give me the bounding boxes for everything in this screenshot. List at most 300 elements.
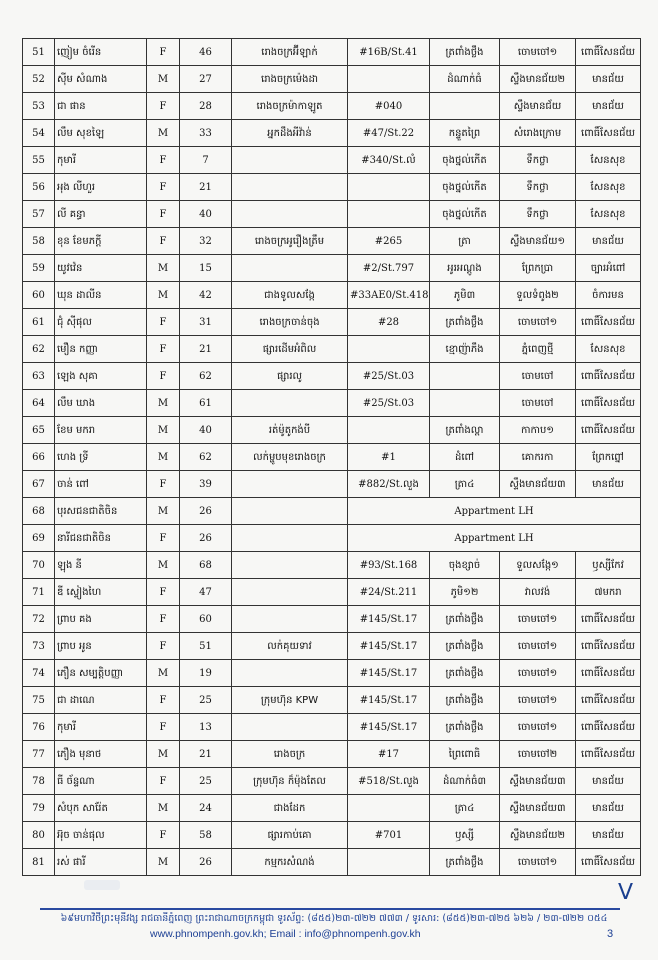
cell-commune: ចោមចៅ១ bbox=[500, 633, 576, 660]
cell-district: ពោធិ៍សែនជ័យ bbox=[576, 417, 641, 444]
cell-sex: M bbox=[147, 795, 180, 822]
cell-sex: M bbox=[147, 444, 180, 471]
cell-commune: ចោមចៅ១ bbox=[500, 660, 576, 687]
cell-person-name: ភឿន សម្បត្តិបញ្ញា bbox=[55, 660, 147, 687]
cell-village bbox=[430, 390, 500, 417]
cell-sex: F bbox=[147, 93, 180, 120]
cell-workplace bbox=[232, 498, 348, 525]
cell-age: 58 bbox=[180, 822, 232, 849]
cell-house-address: Appartment LH bbox=[348, 525, 641, 552]
cell-sex: F bbox=[147, 336, 180, 363]
cell-age: 46 bbox=[180, 39, 232, 66]
table-row bbox=[23, 282, 641, 309]
cell-workplace bbox=[232, 147, 348, 174]
cell-sex: F bbox=[147, 309, 180, 336]
cell-village: ត្រពាំងថ្លឹង bbox=[430, 687, 500, 714]
cell-row-number: 68 bbox=[23, 498, 55, 525]
cell-house-address bbox=[348, 66, 430, 93]
cell-sex: F bbox=[147, 606, 180, 633]
cell-workplace bbox=[232, 714, 348, 741]
cell-commune: ស្ទឹងមានជ័យ bbox=[500, 93, 576, 120]
cell-district: ពោធិ៍សែនជ័យ bbox=[576, 309, 641, 336]
cell-village: ត្រពាំងថ្លឹង bbox=[430, 633, 500, 660]
cell-age: 61 bbox=[180, 390, 232, 417]
cell-house-address: #25/St.03 bbox=[348, 390, 430, 417]
cell-sex: F bbox=[147, 174, 180, 201]
table-row bbox=[23, 606, 641, 633]
cell-age: 15 bbox=[180, 255, 232, 282]
cell-row-number: 65 bbox=[23, 417, 55, 444]
cell-district: ពោធិ៍សែនជ័យ bbox=[576, 849, 641, 876]
cell-row-number: 81 bbox=[23, 849, 55, 876]
cell-commune: ទួលទំពូង២ bbox=[500, 282, 576, 309]
table-row bbox=[23, 633, 641, 660]
cell-house-address bbox=[348, 849, 430, 876]
cell-workplace: អ្នកដឹងអីវ៉ាន់ bbox=[232, 120, 348, 147]
cell-row-number: 59 bbox=[23, 255, 55, 282]
table-row bbox=[23, 768, 641, 795]
cell-sex: F bbox=[147, 363, 180, 390]
cell-district: ៧មករា bbox=[576, 579, 641, 606]
cell-district: មានជ័យ bbox=[576, 471, 641, 498]
table-row bbox=[23, 822, 641, 849]
cell-row-number: 72 bbox=[23, 606, 55, 633]
cell-row-number: 66 bbox=[23, 444, 55, 471]
cell-sex: F bbox=[147, 201, 180, 228]
table-row bbox=[23, 66, 641, 93]
cell-person-name: ជុំ ស៊ីផុល bbox=[55, 309, 147, 336]
cell-sex: M bbox=[147, 390, 180, 417]
cell-district: ពោធិ៍សែនជ័យ bbox=[576, 120, 641, 147]
cell-house-address: #2/St.797 bbox=[348, 255, 430, 282]
cell-district: ឫស្សីកែវ bbox=[576, 552, 641, 579]
cell-commune: ចោមចៅ១ bbox=[500, 606, 576, 633]
cell-sex: M bbox=[147, 66, 180, 93]
cell-age: 60 bbox=[180, 606, 232, 633]
cell-village bbox=[430, 363, 500, 390]
cell-house-address: Appartment LH bbox=[348, 498, 641, 525]
cell-district: ពោធិ៍សែនជ័យ bbox=[576, 687, 641, 714]
cell-age: 32 bbox=[180, 228, 232, 255]
cell-person-name: ហេង ទ្រី bbox=[55, 444, 147, 471]
cell-district: ចំការមន bbox=[576, 282, 641, 309]
cell-age: 21 bbox=[180, 336, 232, 363]
cell-village: កន្ទួតព្រៃ bbox=[430, 120, 500, 147]
cell-row-number: 76 bbox=[23, 714, 55, 741]
cell-village: អូរអណ្តូង bbox=[430, 255, 500, 282]
cell-village: ត្រពាំងថ្លឹង bbox=[430, 660, 500, 687]
footer-divider bbox=[40, 908, 620, 910]
cell-row-number: 71 bbox=[23, 579, 55, 606]
cell-row-number: 54 bbox=[23, 120, 55, 147]
cell-district: សែនសុខ bbox=[576, 201, 641, 228]
cell-person-name: សំបុក សារ៉ែត bbox=[55, 795, 147, 822]
cell-house-address: #701 bbox=[348, 822, 430, 849]
cell-district: មានជ័យ bbox=[576, 228, 641, 255]
cell-sex: M bbox=[147, 498, 180, 525]
cell-house-address: #16B/St.41 bbox=[348, 39, 430, 66]
cell-person-name: ព្រាប គង bbox=[55, 606, 147, 633]
cell-person-name: ខែម មករា bbox=[55, 417, 147, 444]
cell-workplace: ផ្សារកាប់គោ bbox=[232, 822, 348, 849]
cell-district: សែនសុខ bbox=[576, 174, 641, 201]
cell-village: ត្រពាំងថ្លឹង bbox=[430, 849, 500, 876]
cell-workplace bbox=[232, 579, 348, 606]
cell-house-address: #145/St.17 bbox=[348, 633, 430, 660]
cell-workplace: រោងចក្រម៉េងដា bbox=[232, 66, 348, 93]
cell-sex: M bbox=[147, 255, 180, 282]
cell-district: ពោធិ៍សែនជ័យ bbox=[576, 606, 641, 633]
cell-village: ចុងថ្នល់កើត bbox=[430, 201, 500, 228]
cell-commune: ភ្នំពេញថ្មី bbox=[500, 336, 576, 363]
cell-sex: F bbox=[147, 147, 180, 174]
table-row bbox=[23, 579, 641, 606]
cell-age: 47 bbox=[180, 579, 232, 606]
cell-row-number: 62 bbox=[23, 336, 55, 363]
cell-person-name: ចាន់ ពៅ bbox=[55, 471, 147, 498]
cell-sex: M bbox=[147, 660, 180, 687]
cell-workplace bbox=[232, 552, 348, 579]
cell-sex: M bbox=[147, 282, 180, 309]
cell-workplace bbox=[232, 174, 348, 201]
cell-village: ភូមិ៣ bbox=[430, 282, 500, 309]
table-row bbox=[23, 417, 641, 444]
cell-row-number: 78 bbox=[23, 768, 55, 795]
cell-person-name: អ៊ុច ចាន់ផុល bbox=[55, 822, 147, 849]
patient-table bbox=[22, 38, 641, 876]
cell-age: 31 bbox=[180, 309, 232, 336]
cell-workplace bbox=[232, 525, 348, 552]
table-body bbox=[23, 39, 641, 876]
cell-person-name: ឌី ស្ទៀងហៃ bbox=[55, 579, 147, 606]
cell-person-name: មឿន កញ្ញា bbox=[55, 336, 147, 363]
table-row bbox=[23, 93, 641, 120]
cell-sex: F bbox=[147, 633, 180, 660]
table-row bbox=[23, 174, 641, 201]
cell-person-name: អុង លីហួរ bbox=[55, 174, 147, 201]
cell-row-number: 77 bbox=[23, 741, 55, 768]
cell-district: ពោធិ៍សែនជ័យ bbox=[576, 633, 641, 660]
cell-sex: F bbox=[147, 579, 180, 606]
cell-age: 40 bbox=[180, 417, 232, 444]
table-row bbox=[23, 363, 641, 390]
cell-age: 42 bbox=[180, 282, 232, 309]
cell-district: មានជ័យ bbox=[576, 822, 641, 849]
cell-workplace bbox=[232, 255, 348, 282]
cell-commune: ចោមចៅ១ bbox=[500, 39, 576, 66]
cell-village: ត្រា bbox=[430, 228, 500, 255]
cell-commune: វាលវង់ bbox=[500, 579, 576, 606]
table-row bbox=[23, 336, 641, 363]
cell-person-name: ធី ច័ន្ទណា bbox=[55, 768, 147, 795]
cell-commune: ចោមចៅ bbox=[500, 363, 576, 390]
cell-house-address: #145/St.17 bbox=[348, 606, 430, 633]
cell-person-name: យូវវ៉េន bbox=[55, 255, 147, 282]
table-row bbox=[23, 525, 641, 552]
cell-person-name: នារីជនជាតិចិន bbox=[55, 525, 147, 552]
cell-person-name: ឃុន ដាលីន bbox=[55, 282, 147, 309]
cell-person-name: លឹម សុខឡៃ bbox=[55, 120, 147, 147]
cell-village: ដំណាក់ធំ bbox=[430, 66, 500, 93]
cell-workplace bbox=[232, 390, 348, 417]
cell-house-address: #145/St.17 bbox=[348, 660, 430, 687]
cell-age: 7 bbox=[180, 147, 232, 174]
cell-house-address bbox=[348, 201, 430, 228]
table-row bbox=[23, 552, 641, 579]
table-row bbox=[23, 849, 641, 876]
cell-row-number: 58 bbox=[23, 228, 55, 255]
cell-row-number: 69 bbox=[23, 525, 55, 552]
cell-person-name: កុមារី bbox=[55, 714, 147, 741]
cell-row-number: 56 bbox=[23, 174, 55, 201]
cell-district: មានជ័យ bbox=[576, 93, 641, 120]
cell-row-number: 53 bbox=[23, 93, 55, 120]
cell-village: ត្រពាំងថ្លឹង bbox=[430, 309, 500, 336]
cell-sex: F bbox=[147, 228, 180, 255]
cell-house-address bbox=[348, 417, 430, 444]
cell-age: 26 bbox=[180, 849, 232, 876]
cell-workplace: រោងចក្រអ៊ីឡាក់ bbox=[232, 39, 348, 66]
cell-sex: M bbox=[147, 849, 180, 876]
cell-workplace: រោងចក្រ bbox=[232, 741, 348, 768]
cell-village: ត្រពាំងថ្លឹង bbox=[430, 606, 500, 633]
table-row bbox=[23, 201, 641, 228]
cell-house-address: #25/St.03 bbox=[348, 363, 430, 390]
cell-commune: ស្ទឹងមានជ័យ២ bbox=[500, 822, 576, 849]
cell-district: សែនសុខ bbox=[576, 147, 641, 174]
cell-age: 21 bbox=[180, 741, 232, 768]
cell-house-address: #518/St.លួង bbox=[348, 768, 430, 795]
table-row bbox=[23, 471, 641, 498]
cell-age: 27 bbox=[180, 66, 232, 93]
cell-house-address: #145/St.17 bbox=[348, 687, 430, 714]
faded-stamp-mark bbox=[84, 880, 120, 890]
cell-age: 21 bbox=[180, 174, 232, 201]
footer-contact[interactable]: www.phnompenh.gov.kh; Email : info@phnompenh.gov.kh bbox=[150, 928, 421, 940]
cell-row-number: 80 bbox=[23, 822, 55, 849]
cell-house-address bbox=[348, 174, 430, 201]
cell-workplace: ក្រុមហ៊ុន KPW bbox=[232, 687, 348, 714]
cell-house-address: #340/St.លំ bbox=[348, 147, 430, 174]
cell-person-name: ព្រាប អូន bbox=[55, 633, 147, 660]
cell-age: 24 bbox=[180, 795, 232, 822]
cell-house-address: #47/St.22 bbox=[348, 120, 430, 147]
cell-person-name: បុរសជនជាតិចិន bbox=[55, 498, 147, 525]
cell-workplace: លក់ម្ហូបមុខរោងចក្រ bbox=[232, 444, 348, 471]
cell-district: ព្រែកព្នៅ bbox=[576, 444, 641, 471]
cell-age: 40 bbox=[180, 201, 232, 228]
cell-row-number: 75 bbox=[23, 687, 55, 714]
cell-person-name: ឡេង សុគា bbox=[55, 363, 147, 390]
cell-village: ភូមិ១២ bbox=[430, 579, 500, 606]
cell-commune: ទឹកថ្លា bbox=[500, 174, 576, 201]
cell-age: 13 bbox=[180, 714, 232, 741]
cell-workplace bbox=[232, 471, 348, 498]
cell-row-number: 74 bbox=[23, 660, 55, 687]
cell-house-address bbox=[348, 795, 430, 822]
cell-village: ចុងខ្សាច់ bbox=[430, 552, 500, 579]
table-row bbox=[23, 498, 641, 525]
cell-commune: ចោមចៅ១ bbox=[500, 687, 576, 714]
cell-age: 62 bbox=[180, 444, 232, 471]
cell-workplace bbox=[232, 201, 348, 228]
cell-sex: F bbox=[147, 714, 180, 741]
cell-house-address: #93/St.168 bbox=[348, 552, 430, 579]
cell-workplace: លក់គុយទាវ bbox=[232, 633, 348, 660]
cell-workplace: រោងចក្រម៉ាកាឡូត bbox=[232, 93, 348, 120]
cell-sex: F bbox=[147, 822, 180, 849]
table-row bbox=[23, 444, 641, 471]
cell-commune: សំរោងក្រោម bbox=[500, 120, 576, 147]
cell-person-name: លី គន្ធា bbox=[55, 201, 147, 228]
cell-district: ពោធិ៍សែនជ័យ bbox=[576, 390, 641, 417]
cell-commune: ស្ទឹងមានជ័យ២ bbox=[500, 66, 576, 93]
cell-village: ចុងថ្នល់កើត bbox=[430, 147, 500, 174]
cell-house-address: #24/St.211 bbox=[348, 579, 430, 606]
cell-workplace: កម្មករសំណង់ bbox=[232, 849, 348, 876]
cell-row-number: 61 bbox=[23, 309, 55, 336]
cell-commune: ទឹកថ្លា bbox=[500, 201, 576, 228]
cell-house-address: #33AE0/St.418 bbox=[348, 282, 430, 309]
cell-age: 62 bbox=[180, 363, 232, 390]
cell-village: ដំណាក់ធំ៣ bbox=[430, 768, 500, 795]
table-row bbox=[23, 147, 641, 174]
cell-workplace: ជាងទូលសង្កែ bbox=[232, 282, 348, 309]
cell-person-name: ឡុង នី bbox=[55, 552, 147, 579]
cell-district: ពោធិ៍សែនជ័យ bbox=[576, 39, 641, 66]
cell-sex: M bbox=[147, 552, 180, 579]
cell-person-name: ញៀម ចំរើន bbox=[55, 39, 147, 66]
cell-person-name: លឹម ឃាង bbox=[55, 390, 147, 417]
cell-house-address: #265 bbox=[348, 228, 430, 255]
cell-district: ពោធិ៍សែនជ័យ bbox=[576, 741, 641, 768]
cell-row-number: 70 bbox=[23, 552, 55, 579]
cell-sex: F bbox=[147, 687, 180, 714]
table-row bbox=[23, 390, 641, 417]
table-row bbox=[23, 120, 641, 147]
cell-commune: ស្ទឹងមានជ័យ១ bbox=[500, 228, 576, 255]
cell-commune: គោករកា bbox=[500, 444, 576, 471]
cell-workplace: រត់ម៉ូតូកង់បី bbox=[232, 417, 348, 444]
cell-row-number: 67 bbox=[23, 471, 55, 498]
cell-district: ច្បារអំពៅ bbox=[576, 255, 641, 282]
cell-village: ត្រពាំងល្ពា bbox=[430, 417, 500, 444]
cell-workplace bbox=[232, 660, 348, 687]
table-row bbox=[23, 687, 641, 714]
cell-house-address: #145/St.17 bbox=[348, 714, 430, 741]
cell-person-name: ស៊ីម សំណាង bbox=[55, 66, 147, 93]
cell-village: ត្រពាំងថ្លឹង bbox=[430, 714, 500, 741]
table-row bbox=[23, 741, 641, 768]
cell-commune: កាកាប១ bbox=[500, 417, 576, 444]
cell-age: 68 bbox=[180, 552, 232, 579]
cell-row-number: 52 bbox=[23, 66, 55, 93]
cell-workplace: ផ្សារលូ bbox=[232, 363, 348, 390]
cell-age: 26 bbox=[180, 498, 232, 525]
cell-age: 25 bbox=[180, 687, 232, 714]
cell-workplace: ជាងដែក bbox=[232, 795, 348, 822]
table-row bbox=[23, 795, 641, 822]
cell-village: ត្រពាំងថ្លឹង bbox=[430, 39, 500, 66]
page-number: 3 bbox=[607, 928, 614, 940]
cell-commune: ស្ទឹងមានជ័យ៣ bbox=[500, 795, 576, 822]
cell-commune: ស្ទឹងមានជ័យ៣ bbox=[500, 768, 576, 795]
cell-house-address: #1 bbox=[348, 444, 430, 471]
footer-address: ៦៩មហាវិថីព្រះមុនីវង្ស រាជធានីភ្នំពេញ ព្រះរាជាណាចក្រកម្ពុជា ទូរស័ព្ទ: (៨៥៥)២៣-៧២២ ៧៧៣ / ទូរសារ: (៨៥៥)២៣-៧២៥ ៦២៦ / ២៣-៧២២ ០៥៤ bbox=[60, 913, 608, 924]
cell-row-number: 79 bbox=[23, 795, 55, 822]
cell-person-name: ខុន ខែមភក្តី bbox=[55, 228, 147, 255]
cell-house-address: #17 bbox=[348, 741, 430, 768]
cell-house-address: #28 bbox=[348, 309, 430, 336]
cell-person-name: ភឿង មុនាថ bbox=[55, 741, 147, 768]
cell-village: ត្រា៤ bbox=[430, 471, 500, 498]
cell-row-number: 63 bbox=[23, 363, 55, 390]
cell-commune: ស្ទឹងមានជ័យ៣ bbox=[500, 471, 576, 498]
cell-person-name: ជា ដាណេ bbox=[55, 687, 147, 714]
cell-age: 33 bbox=[180, 120, 232, 147]
cell-row-number: 51 bbox=[23, 39, 55, 66]
cell-commune: ចោមចៅ១ bbox=[500, 309, 576, 336]
cell-village bbox=[430, 93, 500, 120]
cell-commune: ចោមចៅ bbox=[500, 390, 576, 417]
cell-workplace: ផ្សារដើមអំពិល bbox=[232, 336, 348, 363]
cell-house-address: #040 bbox=[348, 93, 430, 120]
cell-workplace: រោងចក្រចាន់ចុង bbox=[232, 309, 348, 336]
cell-district: ពោធិ៍សែនជ័យ bbox=[576, 714, 641, 741]
cell-commune: ទួលសង្កែ១ bbox=[500, 552, 576, 579]
cell-sex: F bbox=[147, 525, 180, 552]
cell-commune: ចោមចៅ១ bbox=[500, 714, 576, 741]
cell-district: ពោធិ៍សែនជ័យ bbox=[576, 660, 641, 687]
cell-workplace bbox=[232, 606, 348, 633]
table-row bbox=[23, 309, 641, 336]
cell-age: 25 bbox=[180, 768, 232, 795]
cell-house-address: #882/St.លួង bbox=[348, 471, 430, 498]
cell-commune: ទឹកថ្លា bbox=[500, 147, 576, 174]
cell-sex: M bbox=[147, 120, 180, 147]
cell-age: 39 bbox=[180, 471, 232, 498]
cell-age: 28 bbox=[180, 93, 232, 120]
table-row bbox=[23, 39, 641, 66]
signature-mark: ᐯ bbox=[618, 880, 634, 905]
cell-district: ពោធិ៍សែនជ័យ bbox=[576, 363, 641, 390]
cell-sex: M bbox=[147, 417, 180, 444]
cell-village: ដំពៅ bbox=[430, 444, 500, 471]
cell-village: ចុងថ្នល់កើត bbox=[430, 174, 500, 201]
cell-commune: ចោមចៅ២ bbox=[500, 741, 576, 768]
cell-row-number: 57 bbox=[23, 201, 55, 228]
cell-district: មានជ័យ bbox=[576, 795, 641, 822]
cell-workplace: ក្រុមហ៊ុន ក៏ម៉ុងតែល bbox=[232, 768, 348, 795]
table-row bbox=[23, 228, 641, 255]
cell-village: ត្រា៤ bbox=[430, 795, 500, 822]
table-row bbox=[23, 255, 641, 282]
table-row bbox=[23, 660, 641, 687]
cell-village: ព្រៃពោធិ bbox=[430, 741, 500, 768]
cell-age: 19 bbox=[180, 660, 232, 687]
cell-row-number: 60 bbox=[23, 282, 55, 309]
cell-village: ឫស្សី bbox=[430, 822, 500, 849]
cell-person-name: កុមារី bbox=[55, 147, 147, 174]
cell-sex: F bbox=[147, 768, 180, 795]
cell-village: ខ្មោញ៉ាភឹង bbox=[430, 336, 500, 363]
cell-age: 51 bbox=[180, 633, 232, 660]
cell-commune: ព្រែកប្រា bbox=[500, 255, 576, 282]
cell-sex: F bbox=[147, 471, 180, 498]
cell-sex: M bbox=[147, 741, 180, 768]
cell-sex: F bbox=[147, 39, 180, 66]
table-row bbox=[23, 714, 641, 741]
